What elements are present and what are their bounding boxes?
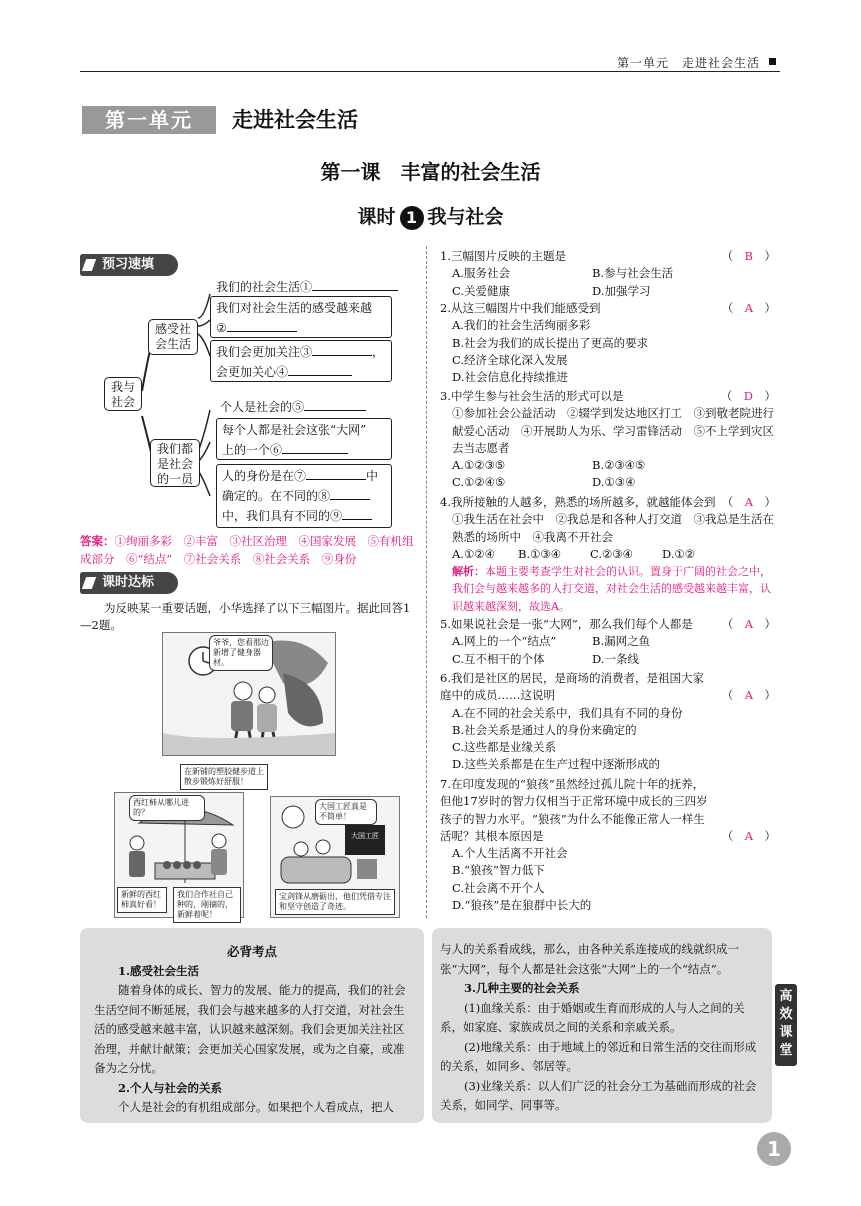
unit-label: 第一单元: [82, 106, 216, 134]
picture-market: [114, 792, 244, 918]
picture2-caption: 新鲜的西红柿真好看！: [117, 887, 167, 913]
question-2: 2.从这三幅图片中我们能感受到 （ A ） A.我们的社会生活绚丽多彩 B.社会为我们的成长提出了更高的要求 C.经济全球化深入发展 D.社会信息化持续推进: [440, 301, 776, 385]
mindmap-branch-member: 我们都是社会的一员: [150, 439, 200, 487]
tv-screen-text: 大国工匠: [351, 832, 379, 840]
column-divider: [426, 246, 427, 918]
session-name: 我与社会: [427, 206, 504, 228]
picture2-speech-bubble: 西红柿从哪儿进的？: [129, 795, 205, 821]
picture3-speech-bubble: 大国工匠真是不简单！: [315, 799, 377, 825]
picture1-speech-bubble: 爷爷，您看那边新增了健身器材。: [209, 635, 273, 671]
side-tab: 高效课堂: [775, 984, 797, 1066]
unit-title: 走进社会生活: [232, 108, 358, 132]
question-4: 4.我所接触的人越多，熟悉的场所越多，就越能体会到 （ A ） ①我生活在社会中 ②我总是和各种人打交道 ③我总是生活在熟悉的场所中 ④我离不开社会 A.①②④ B.①③④ C.②③④ D.①② 解析：本题主要考查学生对社会的认识。置身于广阔的社会之中，我们会与越来越多的人打交道，对社会生活的感受越来越丰富，认识越来越深刻，故选A。: [440, 495, 776, 613]
picture3-caption: 宝剑锋从磨砺出，他们凭借专注和坚守创造了奇迹。: [275, 889, 395, 915]
preview-tag: 预习速填: [80, 254, 178, 276]
mindmap-branch-feel: 感受社会生活: [148, 319, 198, 355]
mindmap-item-4: 个人是社会的⑤: [220, 398, 366, 415]
picture-fitness-path: [162, 632, 336, 756]
page-number: 1: [757, 1132, 791, 1166]
question-1: 1.三幅图片反映的主题是 （ B ） A.服务社会 B.参与社会生活 C.关爱健康 D.加强学习: [440, 249, 776, 298]
practice-intro: 为反映某一重要话题，小华选择了以下三幅图片。据此回答1—2题。: [80, 601, 411, 632]
practice-tag: 课时达标: [80, 572, 178, 594]
session-number-badge: 1: [400, 206, 424, 230]
lesson-title: 第一课 丰富的社会生活: [320, 160, 541, 184]
q5-answer: A: [744, 617, 753, 631]
question-7: 7.在印度发现的“狼孩”虽然经过孤儿院十年的抚养，但他17岁时的智力仅相当于正常环境中成长的三四岁孩子的智力水平。“狼孩”为什么不能像正常人一样生活呢？其根本原因是 （ A ） A.个人生活离不开社会 B.“狼孩”智力低下 C.社会离不开个人 D.“狼孩”是在狼群中长大的: [440, 777, 776, 913]
picture1-caption: 在新铺的塑胶健步道上散步锻炼好舒服！: [180, 764, 268, 790]
session-prefix: 课时: [357, 206, 396, 228]
question-3: 3.中学生参与社会生活的形式可以是 （ D ） ①参加社会公益活动 ②辍学到发达地区打工 ③到敬老院进行献爱心活动 ④开展助人为乐、学习雷锋活动 ⑤不上学到灾区去当志愿者 A.①②③⑤ B.②③④⑤ C.①②④⑤ D.①③④: [440, 389, 776, 490]
q6-answer: A: [744, 688, 753, 702]
key-points-right: 与人的关系看成线，那么，由各种关系连接成的线就织成一张“大网”，每个人都是社会这张“大网”上的一个“结点”。 3.几种主要的社会关系 (1)血缘关系：由于婚姻或生育而形成的人与人之间的关系，如家庭、家族成员之间的关系和亲戚关系。 (2)地缘关系：由于地域上的邻近和日常生活的交往而形成的关系，如同乡、邻居等。 (3)业缘关系：以人们广泛的社会分工为基础而形成的社会关系，如同学、同事等。: [432, 928, 772, 1123]
preview-answers: 答案：①绚丽多彩 ②丰富 ③社区治理 ④国家发展 ⑤有机组成部分 ⑥“结点” ⑦社会关系 ⑧社会关系 ⑨身份: [80, 534, 414, 566]
question-5: 5.如果说社会是一张“大网”，那么我们每个人都是 （ A ） A.网上的一个“结点” B.漏网之鱼 C.互不相干的个体 D.一条线: [440, 617, 776, 666]
mindmap-item-5: 每个人都是社会这张“大网” 上的一个⑥: [216, 418, 392, 460]
mindmap-item-3: 我们会更加关注③ ， 会更加关心④: [210, 340, 392, 382]
picture2-caption-2: 我们合作社自己种的，刚摘的，新鲜着呢！: [173, 887, 241, 923]
q3-answer: D: [743, 389, 753, 403]
key-points-title: 必背考点: [226, 944, 277, 959]
session-title: [0, 202, 861, 230]
q1-answer: B: [744, 249, 753, 263]
question-6: 6.我们是社区的居民，是商场的消费者，是祖国大家庭中的成员……这说明 （ A ） A.在不同的社会关系中，我们具有不同的身份 B.社会关系是通过人的身份来确定的 C.这些都是业缘关系 D.这些关系都是在生产过程中逐渐形成的: [440, 671, 776, 772]
q7-answer: A: [744, 829, 753, 843]
mindmap-item-2: 我们对社会生活的感受越来越 ②: [210, 296, 392, 338]
picture-tv-craftsman: [270, 796, 400, 918]
q2-answer: A: [744, 301, 753, 315]
key-points-left: 必背考点 1.感受社会生活 随着身体的成长、智力的发展、能力的提高，我们的社会生活空间不断延展，我们会与越来越多的人打交道，对社会生活的感受越来越丰富，认识越来越深刻。我们会更加关注社区治理，并献计献策；会更加关心国家发展，或为之自豪，或准备为之分忧。 2.个人与社会的关系 个人是社会的有机组成部分。如果把个人看成点，把人: [80, 928, 424, 1123]
running-header: [80, 52, 780, 72]
mindmap-item-6: 人的身份是在⑦ 中 确定的。在不同的⑧ 中，我们具有不同的⑨: [216, 464, 392, 528]
running-title: 第一单元 走进社会生活: [616, 56, 760, 70]
square-bullet-icon: [769, 58, 776, 65]
key-points-s2-part1: 个人是社会的有机组成部分。如果把个人看成点，把人: [118, 1100, 394, 1114]
q4-answer: A: [744, 495, 753, 509]
mindmap-center: 我与社会: [104, 377, 142, 411]
mindmap-item-1: 我们的社会生活①: [216, 278, 398, 295]
key-points-s2-part2: 与人的关系看成线，那么，由各种关系连接成的线就织成一张“大网”，每个人都是社会这张“大网”上的一个“结点”。: [440, 942, 739, 976]
